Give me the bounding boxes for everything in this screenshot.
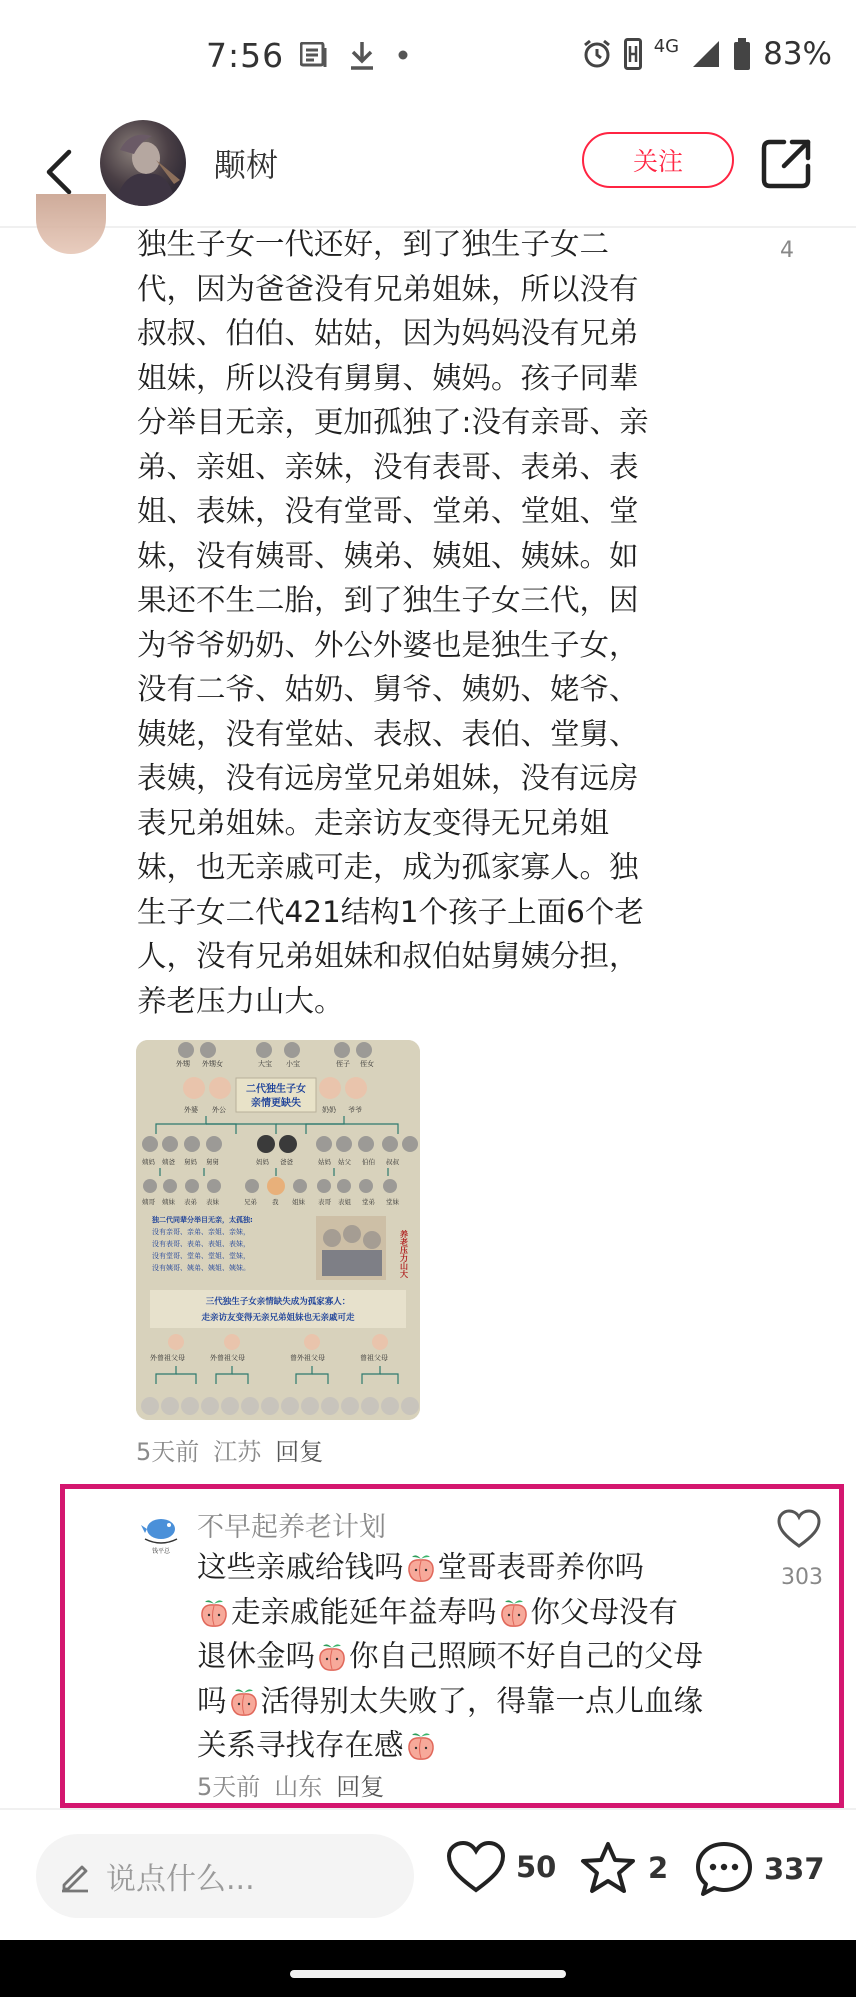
img-row2-label: 姨爸	[162, 1158, 175, 1166]
collect-button[interactable]	[578, 1840, 668, 1896]
img-row2-label: 姑妈	[318, 1158, 331, 1166]
comment-image[interactable]	[136, 1040, 420, 1420]
img-bottom-label: 外曾祖父母	[210, 1354, 245, 1362]
img-row3-label: 我	[272, 1198, 279, 1206]
comment-bubble-icon	[694, 1840, 754, 1898]
img-blue-text: 没有姨哥、姨弟、姨姐、姨妹。	[152, 1264, 250, 1272]
comment-line: 表兄弟姐妹。走亲访友变得无兄弟姐	[137, 805, 610, 840]
author-avatar[interactable]	[100, 120, 186, 206]
img-row3-label: 表哥	[318, 1198, 331, 1206]
reply-segment: 走亲戚能延年益寿吗	[231, 1594, 497, 1629]
bird-avatar-icon	[141, 1511, 181, 1555]
comment-line: 独生子女一代还好，到了独生子女二	[137, 227, 610, 261]
img-row2-label: 舅舅	[206, 1158, 219, 1166]
reply-segment: 活得别太失败了，得靠一点儿血缘关系寻找存在感	[197, 1683, 704, 1762]
img-bottom-label: 外曾祖父母	[150, 1354, 185, 1362]
img-row2-label: 姑父	[338, 1158, 351, 1166]
back-arrow-icon	[43, 148, 73, 196]
img-row2-label: 妈妈	[256, 1158, 269, 1166]
peach-emoji-icon	[199, 1596, 229, 1628]
img-row3-label: 姨妹	[162, 1198, 175, 1206]
img-row2-label: 伯伯	[362, 1158, 375, 1166]
img-row2-label: 舅妈	[184, 1158, 197, 1166]
comment-line: 表姨，没有远房堂兄弟姐妹，没有远房	[137, 761, 639, 795]
comment-input[interactable]	[36, 1834, 414, 1918]
comment-line: 妹，没有姨哥、姨弟、姨姐、姨妹。如	[137, 538, 639, 573]
avatar-caption: 钱平总	[151, 1548, 171, 1555]
commenter-avatar[interactable]	[36, 194, 106, 254]
img-banner: 三代独生子女亲情缺失成为孤家寡人：	[205, 1297, 351, 1307]
comment-line: 生子女二代421结构1个孩子上面6个老	[137, 894, 644, 929]
status-notification-icons	[300, 40, 410, 70]
comment-location: 江苏	[213, 1438, 262, 1466]
comment-time: 5天前	[136, 1438, 200, 1466]
status-right	[582, 36, 832, 72]
comment-line: 分举目无亲，更加孤独了:没有亲哥、亲	[137, 405, 649, 439]
share-icon	[760, 136, 814, 190]
post-header	[0, 116, 856, 228]
pencil-icon	[58, 1859, 92, 1893]
comment-line: 代，因为爸爸没有兄弟姐妹，所以没有	[137, 271, 639, 306]
peach-emoji-icon	[406, 1551, 436, 1583]
reply-segment: 你自己照顾不好自己的父母吗	[197, 1639, 704, 1718]
img-blue-text: 没有堂哥、堂弟、堂姐、堂妹，	[152, 1252, 250, 1260]
alarm-icon	[582, 39, 612, 69]
img-blue-text: 没有亲哥、亲弟、亲姐、亲妹，	[152, 1228, 250, 1236]
peach-emoji-icon	[406, 1729, 436, 1761]
reply-segment: 你父母没有退休金吗	[197, 1594, 679, 1673]
network-type: 4G	[653, 35, 680, 57]
avatar-figure-icon	[100, 120, 186, 206]
img-row2-label: 姨妈	[142, 1158, 155, 1166]
img-top-label: 侄女	[360, 1060, 374, 1068]
img-grandparent-label: 外婆	[184, 1106, 198, 1114]
status-time: 7:56	[206, 36, 285, 75]
reply-location: 山东	[274, 1773, 323, 1801]
img-row3-label: 姨哥	[142, 1198, 155, 1206]
img-blue-text: 独二代同辈分举目无亲，太孤独:	[152, 1216, 253, 1224]
comment-button[interactable]	[694, 1840, 825, 1898]
comment-text	[137, 222, 717, 1023]
peach-emoji-icon	[229, 1685, 259, 1717]
img-side-text: 养老压力山大	[399, 1230, 409, 1278]
reply-time: 5天前	[197, 1773, 261, 1801]
img-top-label: 外甥	[176, 1060, 190, 1068]
reply-segment: 堂哥表哥养你吗	[437, 1550, 645, 1584]
like-count: 50	[516, 1850, 557, 1884]
signal-icon	[691, 39, 721, 69]
battery-level: 83%	[763, 36, 832, 72]
reply-like-button[interactable]	[777, 1509, 827, 1555]
heart-icon	[446, 1840, 506, 1894]
comment-line: 为爷爷奶奶、外公外婆也是独生子女，	[137, 627, 639, 662]
comment-like-count[interactable]: 4	[780, 238, 794, 263]
comment-line: 人，没有兄弟姐妹和叔伯姑舅姨分担，	[137, 939, 639, 973]
img-banner: 走亲访友变得无亲兄弟姐妹也无亲戚可走	[201, 1313, 355, 1323]
comment-line: 姐、表妹，没有堂哥、堂弟、堂姐、堂	[137, 494, 639, 528]
follow-button[interactable]: 关注	[582, 132, 734, 188]
like-button[interactable]	[446, 1840, 556, 1894]
img-row3-label: 堂妹	[386, 1198, 399, 1206]
comment-line: 果还不生二胎，到了独生子女三代，因	[137, 583, 639, 617]
img-top-label: 大宝	[258, 1060, 272, 1068]
reply-meta	[197, 1767, 384, 1802]
comment-line: 姨姥，没有堂姑、表叔、表伯、堂舅、	[137, 716, 639, 751]
peach-emoji-icon	[317, 1640, 347, 1672]
star-icon	[578, 1840, 638, 1896]
comment-line: 叔叔、伯伯、姑姑，因为妈妈没有兄弟	[137, 316, 639, 350]
img-title: 二代独生子女	[246, 1084, 306, 1095]
bottom-action-bar	[0, 1808, 856, 1940]
img-row2-label: 叔叔	[386, 1158, 399, 1166]
img-bottom-label: 曾外祖父母	[290, 1354, 325, 1362]
comment-line: 没有二爷、姑奶、舅爷、姨奶、姥爷、	[137, 672, 639, 706]
img-row2-label: 爸爸	[280, 1158, 293, 1166]
comment-line: 养老压力山大。	[137, 983, 344, 1018]
img-row3-label: 表妹	[206, 1198, 219, 1206]
img-blue-text: 没有表哥、表弟、表姐、表妹，	[152, 1240, 250, 1248]
heart-icon	[777, 1509, 821, 1549]
comment-line: 姐妹，所以没有舅舅、姨妈。孩子同辈	[137, 360, 639, 395]
img-row3-label: 姐妹	[292, 1198, 305, 1206]
family-tree-image	[136, 1040, 420, 1420]
comment-line: 弟、亲姐、亲妹，没有表哥、表弟、表	[137, 449, 639, 484]
share-button[interactable]	[760, 136, 814, 190]
home-gesture-handle[interactable]	[290, 1970, 566, 1978]
img-title: 亲情更缺失	[251, 1098, 301, 1109]
download-icon	[348, 40, 376, 70]
img-grandparent-label: 外公	[212, 1106, 226, 1114]
img-bottom-label: 曾祖父母	[360, 1354, 388, 1362]
img-top-label: 外甥女	[202, 1060, 223, 1068]
img-row3-label: 表姐	[338, 1198, 351, 1206]
battery-icon	[733, 38, 751, 70]
peach-emoji-icon	[499, 1596, 529, 1628]
reply-segment: 这些亲戚给钱吗	[197, 1550, 404, 1584]
comment-input-placeholder: 说点什么...	[106, 1862, 255, 1897]
img-row3-label: 堂弟	[362, 1198, 375, 1206]
comment-count: 337	[764, 1852, 825, 1886]
comment-line: 妹，也无亲戚可走，成为孤家寡人。独	[137, 850, 639, 884]
img-top-label: 小宝	[286, 1060, 300, 1068]
notes-icon	[300, 42, 328, 68]
img-grandparent-label: 奶奶	[322, 1106, 336, 1114]
img-row3-label: 表弟	[184, 1198, 197, 1206]
img-grandparent-label: 爷爷	[348, 1106, 362, 1114]
comment-reply-button[interactable]: 回复	[275, 1438, 324, 1466]
reply-text	[197, 1545, 707, 1768]
reply-author-avatar[interactable]	[141, 1511, 181, 1555]
system-nav-bar	[0, 1940, 856, 1997]
comment-meta	[136, 1432, 323, 1467]
img-top-label: 侄子	[336, 1060, 350, 1068]
dot-icon	[396, 48, 410, 62]
status-bar	[0, 0, 856, 116]
reply-reply-button[interactable]: 回复	[336, 1773, 385, 1801]
img-row3-label: 兄弟	[244, 1198, 257, 1206]
author-name[interactable]: 颙树	[214, 146, 279, 184]
collect-count: 2	[648, 1851, 669, 1885]
reply-author-name[interactable]: 不早起养老计划	[197, 1512, 386, 1543]
reply-like-count: 303	[781, 1565, 823, 1590]
highlighted-reply	[60, 1484, 844, 1808]
hd-icon	[624, 38, 642, 70]
